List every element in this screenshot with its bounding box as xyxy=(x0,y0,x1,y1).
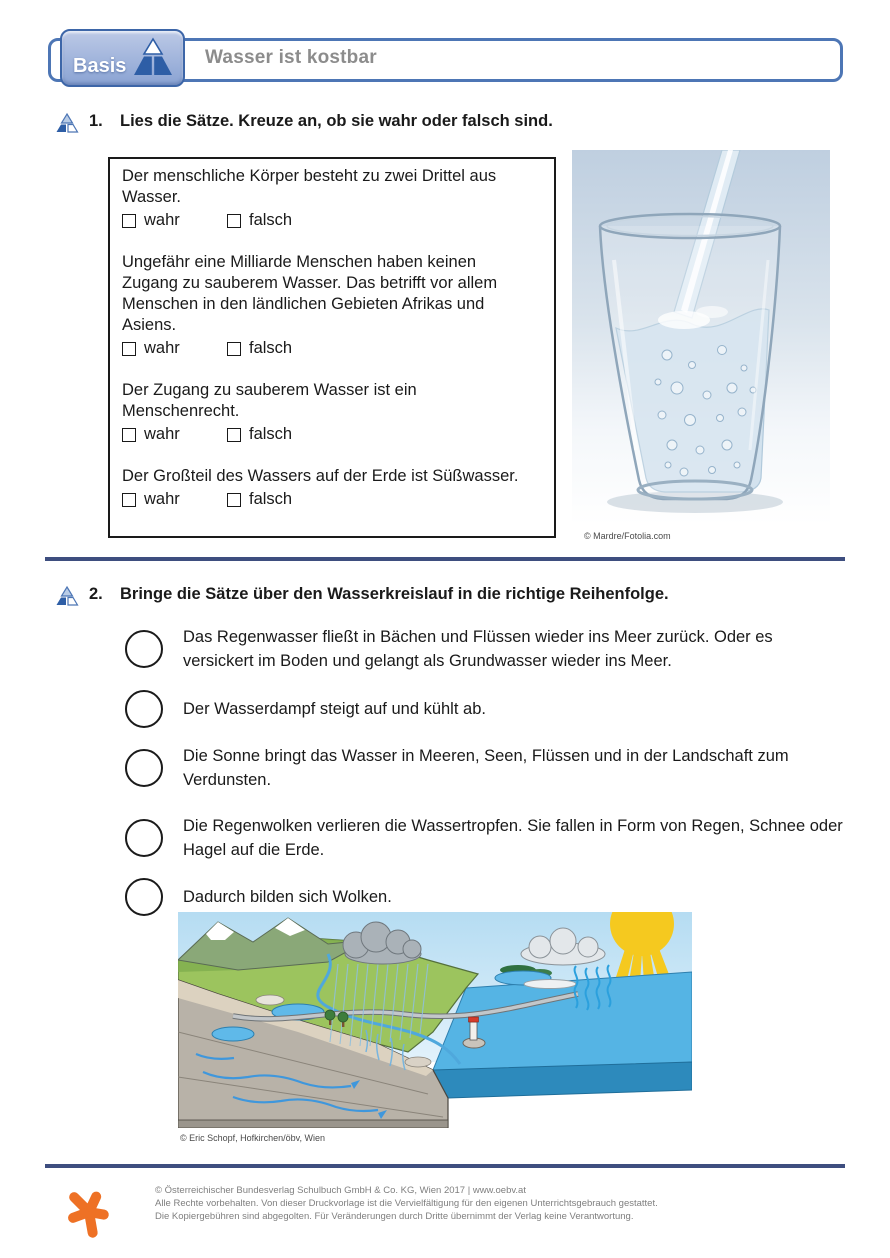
falsch-option[interactable] xyxy=(227,490,292,509)
falsch-label: falsch xyxy=(249,211,293,229)
answer-row xyxy=(122,424,542,445)
footer-copyright xyxy=(155,1184,815,1223)
photo-credit: © Mardre/Fotolia.com xyxy=(584,531,671,541)
task1-instruction: Lies die Sätze. Kreuze an, ob sie wahr oder falsch sind. xyxy=(120,112,553,130)
statement-text: Der Großteil des Wassers auf der Erde ist Süßwasser. xyxy=(122,467,519,485)
order-circle[interactable] xyxy=(125,819,163,857)
answer-row xyxy=(122,210,542,231)
statement-box xyxy=(108,157,556,538)
task2-instruction: Bringe die Sätze über den Wasserkreislauf in die richtige Reihenfolge. xyxy=(120,585,669,603)
pyramid-icon xyxy=(129,37,177,79)
wahr-label: wahr xyxy=(144,490,180,508)
statement-text: Der Zugang zu sauberem Wasser ist ein Menschenrecht. xyxy=(122,381,417,420)
checkbox-icon[interactable] xyxy=(227,342,241,356)
footer-line-2: Alle Rechte vorbehalten. Von dieser Druckvorlage ist die Vervielfältigung für den eigenen Unterrichtsgebrauch gestattet. xyxy=(155,1198,658,1209)
sequence-sentence: Die Sonne bringt das Wasser in Meeren, Seen, Flüssen und in der Landschaft zum Verdunsten. xyxy=(183,747,789,789)
falsch-option[interactable] xyxy=(227,211,292,230)
section-divider xyxy=(45,557,845,561)
wahr-option[interactable] xyxy=(122,490,227,509)
wahr-option[interactable] xyxy=(122,211,227,230)
sequence-row xyxy=(125,688,843,730)
checkbox-icon[interactable] xyxy=(122,493,136,507)
checkbox-icon[interactable] xyxy=(122,214,136,228)
checkbox-icon[interactable] xyxy=(227,214,241,228)
footer-line-3: Die Kopiergebühren sind abgegolten. Für Veränderungen durch Dritte übernimmt der Verlag keine Verantwortung. xyxy=(155,1211,634,1222)
checkbox-icon[interactable] xyxy=(122,342,136,356)
falsch-label: falsch xyxy=(249,339,293,357)
falsch-option[interactable] xyxy=(227,425,292,444)
wahr-label: wahr xyxy=(144,425,180,443)
statement-item xyxy=(122,466,542,510)
falsch-label: falsch xyxy=(249,490,293,508)
sequence-sentence: Das Regenwasser fließt in Bächen und Flüssen wieder ins Meer zurück. Oder es versickert im Boden und gelangt als Grundwasser wieder ins Meer. xyxy=(183,628,773,670)
sequence-sentence: Der Wasserdampf steigt auf und kühlt ab. xyxy=(183,700,486,718)
pyramid-icon xyxy=(54,112,80,134)
water-glass-photo xyxy=(572,150,830,525)
pyramid-icon xyxy=(54,585,80,607)
order-circle[interactable] xyxy=(125,690,163,728)
statement-text: Der menschliche Körper besteht zu zwei Drittel aus Wasser. xyxy=(122,167,497,206)
falsch-label: falsch xyxy=(249,425,293,443)
sequence-sentence: Die Regenwolken verlieren die Wassertropfen. Sie fallen in Form von Regen, Schnee oder Hagel auf die Erde. xyxy=(183,817,843,859)
checkbox-icon[interactable] xyxy=(122,428,136,442)
statement-item xyxy=(122,380,542,445)
wahr-label: wahr xyxy=(144,339,180,357)
page-title: Wasser ist kostbar xyxy=(205,47,377,68)
sequence-row xyxy=(125,811,843,865)
checkbox-icon[interactable] xyxy=(227,428,241,442)
water-cycle-illustration xyxy=(178,912,692,1128)
order-circle[interactable] xyxy=(125,749,163,787)
basis-badge xyxy=(60,29,185,87)
order-circle[interactable] xyxy=(125,878,163,916)
statement-item xyxy=(122,252,542,359)
footer-divider xyxy=(45,1164,845,1168)
task2-number: 2. xyxy=(89,585,103,603)
sequence-row xyxy=(125,622,843,676)
wahr-option[interactable] xyxy=(122,339,227,358)
statement-text: Ungefähr eine Milliarde Menschen haben keinen Zugang zu sauberem Wasser. Das betrifft vor allem Menschen in den ländlichen Gebieten Afrikas und Asiens. xyxy=(122,253,498,334)
task2-heading xyxy=(54,585,669,607)
falsch-option[interactable] xyxy=(227,339,292,358)
wahr-label: wahr xyxy=(144,211,180,229)
oebv-asterisk-logo xyxy=(58,1182,120,1240)
answer-row xyxy=(122,338,542,359)
task1-heading xyxy=(54,112,553,134)
basis-badge-label: Basis xyxy=(73,55,127,77)
footer-line-1: © Österreichischer Bundesverlag Schulbuch GmbH & Co. KG, Wien 2017 | www.oebv.at xyxy=(155,1185,526,1196)
checkbox-icon[interactable] xyxy=(227,493,241,507)
answer-row xyxy=(122,489,542,510)
sequence-sentence: Dadurch bilden sich Wolken. xyxy=(183,888,392,906)
wahr-option[interactable] xyxy=(122,425,227,444)
task1-number: 1. xyxy=(89,112,103,130)
illustration-credit: © Eric Schopf, Hofkirchen/öbv, Wien xyxy=(180,1133,326,1143)
statement-item xyxy=(122,166,542,231)
sequence-row xyxy=(125,741,843,795)
order-circle[interactable] xyxy=(125,630,163,668)
